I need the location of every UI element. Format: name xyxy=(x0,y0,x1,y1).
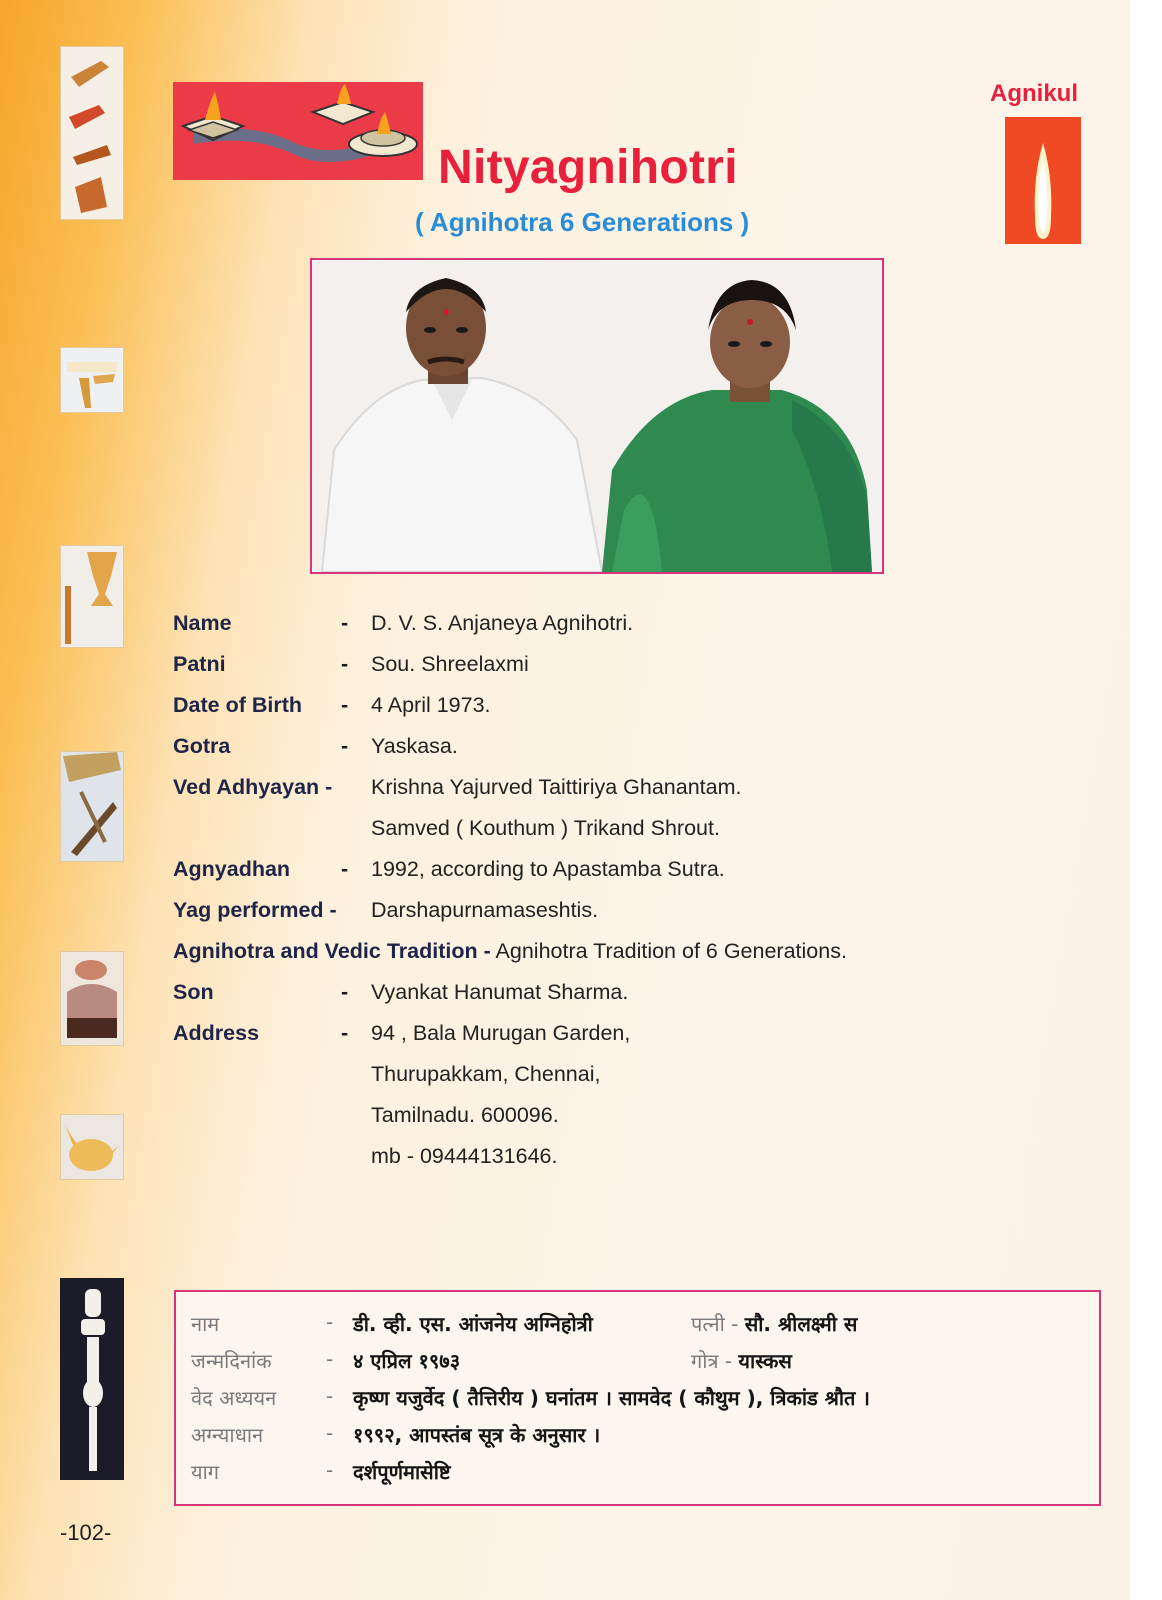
couple-photo xyxy=(310,258,884,574)
separator: - xyxy=(326,1347,334,1371)
page-margin xyxy=(1130,0,1162,1600)
separator: - xyxy=(326,1458,334,1482)
ladle-thumbnail xyxy=(60,347,124,413)
separator: - xyxy=(341,652,349,676)
hindi-yag-label: याग xyxy=(191,1460,220,1484)
hindi-naam-label: नाम xyxy=(191,1312,220,1336)
separator: - xyxy=(341,1021,349,1045)
hindi-gotra-value: यास्कस xyxy=(738,1349,792,1373)
detail-row-gotra xyxy=(173,730,1073,771)
separator: - xyxy=(326,1310,334,1334)
separator: - xyxy=(341,611,349,635)
hindi-patni-label: पत्नी - xyxy=(691,1312,739,1336)
yag-label: Yag performed - xyxy=(173,898,337,922)
mobile-number: mb - 09444131646. xyxy=(371,1144,558,1168)
tradition-line xyxy=(173,939,847,964)
gotra-label: Gotra xyxy=(173,734,231,758)
gotra-value: Yaskasa. xyxy=(371,734,458,758)
hindi-ved-value: कृष्ण यजुर्वेद ( तैत्तिरीय ) घनांतम । सामवेद ( कौथुम ), त्रिकांड श्रौत । xyxy=(353,1386,870,1410)
flame-logo-icon xyxy=(1005,117,1081,244)
ved-value: Krishna Yajurved Taittiriya Ghanantam. xyxy=(371,775,742,799)
wooden-spoon-thumbnail xyxy=(60,1278,124,1480)
address-line-1: 94 , Bala Murugan Garden, xyxy=(371,1021,631,1045)
hindi-gotra-label: गोत्र - xyxy=(691,1349,733,1373)
detail-row-son xyxy=(173,976,1073,1017)
yag-value: Darshapurnamaseshtis. xyxy=(371,898,599,922)
detail-row-mobile xyxy=(173,1140,1073,1181)
hindi-patni xyxy=(691,1310,857,1337)
separator: - xyxy=(341,734,349,758)
detail-row-ved xyxy=(173,771,1073,812)
detail-row-tradition xyxy=(173,935,1073,976)
hindi-yag-value: दर्शपूर्णमासेष्टि xyxy=(353,1460,451,1484)
ved-label: Ved Adhyayan - xyxy=(173,775,333,799)
page-number: -102- xyxy=(60,1520,112,1545)
hindi-summary-box xyxy=(174,1290,1101,1506)
hindi-patni-value: सौ. श्रीलक्ष्मी स xyxy=(744,1312,858,1336)
hindi-gotra xyxy=(691,1347,792,1374)
son-value: Vyankat Hanumat Sharma. xyxy=(371,980,629,1004)
address-line-3: Tamilnadu. 600096. xyxy=(371,1103,559,1127)
separator: - xyxy=(326,1421,334,1445)
address-label: Address xyxy=(173,1021,260,1045)
details-list xyxy=(173,607,1073,1181)
separator: - xyxy=(326,1384,334,1408)
tradition-value: Agnihotra Tradition of 6 Generations. xyxy=(495,939,847,963)
dob-value: 4 April 1973. xyxy=(371,693,491,717)
brand-name: Agnikul xyxy=(990,80,1078,107)
page-title: Nityagnihotri xyxy=(438,141,738,194)
detail-row-patni xyxy=(173,648,1073,689)
detail-row-agnyadhan xyxy=(173,853,1073,894)
hindi-janm-value: ४ एप्रिल १९७३ xyxy=(353,1349,461,1373)
name-value: D. V. S. Anjaneya Agnihotri. xyxy=(371,611,634,635)
separator: - xyxy=(341,693,349,717)
detail-row-address-2 xyxy=(173,1058,1073,1099)
tradition-label: Agnihotra and Vedic Tradition - xyxy=(173,939,491,963)
detail-row-address-3 xyxy=(173,1099,1073,1140)
son-label: Son xyxy=(173,980,214,1004)
vessel-thumbnail xyxy=(60,545,124,648)
patni-label: Patni xyxy=(173,652,226,676)
hindi-janm-label: जन्मदिनांक xyxy=(191,1349,272,1373)
hindi-naam-value: डी. व्ही. एस. आंजनेय अग्निहोत्री xyxy=(353,1312,593,1336)
stone-thumbnail xyxy=(60,951,124,1046)
detail-row-ved-continued xyxy=(173,812,1073,853)
ritual-utensils-thumbnail xyxy=(60,46,124,220)
lamp-thumbnail xyxy=(60,1114,124,1180)
fire-altars-banner xyxy=(173,82,423,180)
detail-row-name xyxy=(173,607,1073,648)
agnyadhan-label: Agnyadhan xyxy=(173,857,291,881)
page-subtitle: ( Agnihotra 6 Generations ) xyxy=(415,207,750,237)
kusha-grass-thumbnail xyxy=(60,751,124,862)
patni-value: Sou. Shreelaxmi xyxy=(371,652,529,676)
separator: - xyxy=(341,857,349,881)
agnyadhan-value: 1992, according to Apastamba Sutra. xyxy=(371,857,725,881)
hindi-agnyadhan-label: अग्न्याधान xyxy=(191,1423,264,1447)
address-line-2: Thurupakkam, Chennai, xyxy=(371,1062,601,1086)
detail-row-address xyxy=(173,1017,1073,1058)
dob-label: Date of Birth xyxy=(173,693,302,717)
detail-row-yag xyxy=(173,894,1073,935)
hindi-agnyadhan-value: १९९२, आपस्तंब सूत्र के अनुसार । xyxy=(353,1423,601,1447)
name-label: Name xyxy=(173,611,232,635)
separator: - xyxy=(341,980,349,1004)
hindi-ved-label: वेद अध्ययन xyxy=(191,1386,277,1410)
detail-row-dob xyxy=(173,689,1073,730)
ved-value-2: Samved ( Kouthum ) Trikand Shrout. xyxy=(371,816,720,840)
